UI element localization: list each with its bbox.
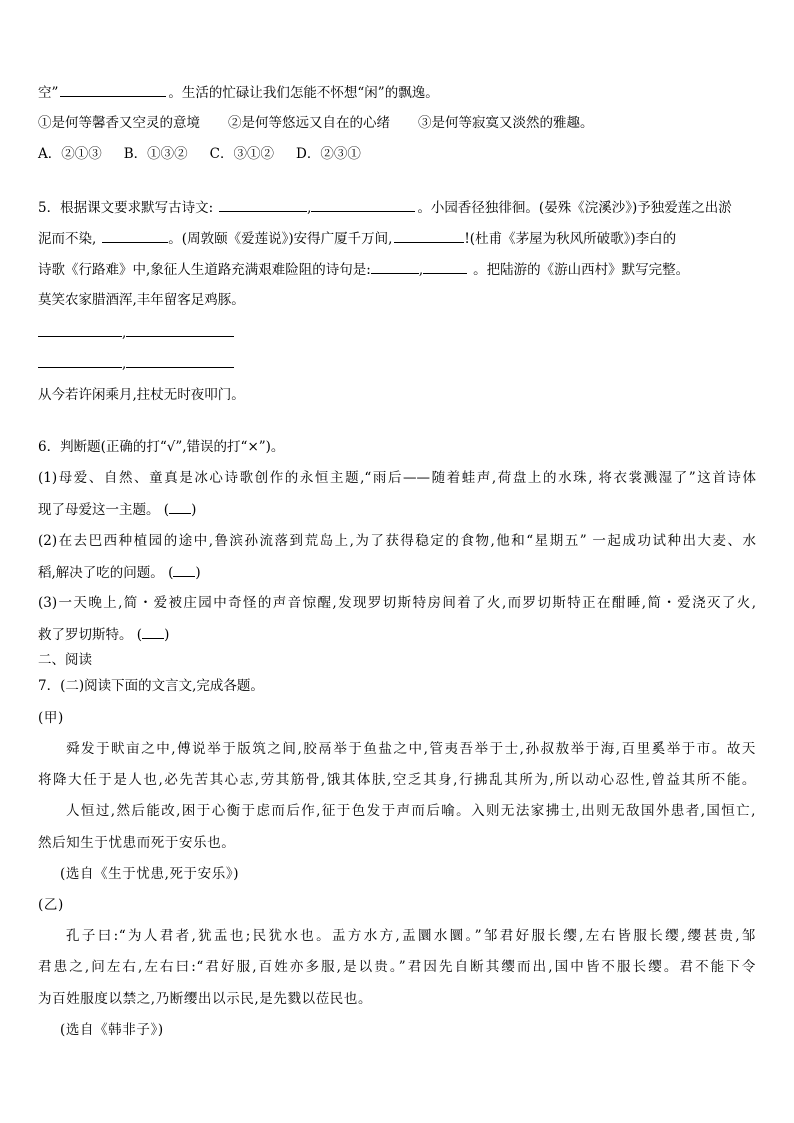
q4-option-2: ②是何等悠远又自在的心绪 xyxy=(228,115,390,131)
q7-yi-source: (选自《韩非子》) xyxy=(60,1022,164,1038)
q6-s1-answer-blank[interactable] xyxy=(169,499,191,514)
q4-option-1: ①是何等馨香又空灵的意境 xyxy=(38,115,200,131)
q5-blank-8 xyxy=(126,322,234,337)
q5-blank-10 xyxy=(126,353,234,368)
q5-fill-line2 xyxy=(38,353,234,374)
q5-fill-line1 xyxy=(38,322,234,343)
q7-yi-p1-line3: 为百姓服度以禁之,乃断缨出以示民,是先戮以莅民也。 xyxy=(38,991,373,1007)
q7-yi-p1-line2: 君患之,问左右,左右曰:“君好服,百姓亦多服,是以贵。”君因先自断其缨而出,国中皆不服长缨。君不能下令 xyxy=(38,959,756,975)
q6-s3-close: ) xyxy=(164,627,170,643)
q5-blank-6 xyxy=(423,259,467,274)
q6-s1-text: 现了母爱这一主题。 ( xyxy=(38,502,170,518)
q6-s3-line2 xyxy=(38,624,169,645)
q4-blank xyxy=(60,82,166,97)
q7-jia-p1-line2: 将降大任于是人也,必先苦其心志,劳其筋骨,饿其体肤,空乏其身,行拂乱其所为,所以动心忍性,曾益其所不能。 xyxy=(38,772,756,788)
q6-s3-answer-blank[interactable] xyxy=(142,624,164,639)
q6-s2-answer-blank[interactable] xyxy=(173,562,195,577)
q5-comma-2: , xyxy=(418,262,424,278)
q6-s2-close: ) xyxy=(195,565,201,581)
q6-s1-close: ) xyxy=(191,502,197,518)
q4-line1-end: 。生活的忙碌让我们怎能不怀想“闲”的飘逸。 xyxy=(168,85,439,101)
q4-choice-c[interactable]: C．③①② xyxy=(209,146,275,162)
q4-line1 xyxy=(38,82,439,103)
q5-line3-end: 。把陆游的《游山西村》默写完整。 xyxy=(473,262,690,278)
q4-choice-a[interactable]: A．②①③ xyxy=(38,146,102,162)
section-reading-title: 二、阅读 xyxy=(38,652,92,668)
q7-jia-p2-line2: 然后知生于忧患而死于安乐也。 xyxy=(38,835,236,851)
q4-options xyxy=(38,113,594,133)
q7-title: 7．(二)阅读下面的文言文,完成各题。 xyxy=(38,678,264,694)
q6-s1-line2 xyxy=(38,499,196,520)
q5-line2-end: !(杜甫《茅屋为秋风所破歌》)李白的 xyxy=(464,231,677,247)
q5-line2-mid: 。(周敦颐《爱莲说》)安得广厦千万间, xyxy=(168,231,393,247)
q5-poem-line4: 从今若许闲乘月,拄杖无时夜叩门。 xyxy=(38,387,245,403)
q5-blank-4 xyxy=(394,228,464,243)
q4-choice-b[interactable]: B．①③② xyxy=(123,146,188,162)
q5-comma-4: , xyxy=(122,356,127,372)
q5-blank-9 xyxy=(38,353,122,368)
q6-s1-line1: (1)母爱、自然、童真是冰心诗歌创作的永恒主题,“雨后——随着蛙声,荷盘上的水珠, 将衣裳溅湿了”这首诗体 xyxy=(38,470,756,486)
q4-choice-d[interactable]: D．②③① xyxy=(296,146,361,162)
q7-jia-p2-line1: 人恒过,然后能改,困于心衡于虑而后作,征于色发于声而后喻。入则无法家拂士,出则无敌国外患者,国恒亡, xyxy=(66,803,756,819)
q7-jia-p1-line1: 舜发于畎亩之中,傅说举于版筑之间,胶鬲举于鱼盐之中,管夷吾举于士,孙叔敖举于海,百里奚举于市。故天 xyxy=(66,741,756,757)
q5-line2-start: 泥而不染, xyxy=(38,231,97,247)
q4-line1-start: 空” xyxy=(38,85,59,101)
q5-comma-3: , xyxy=(122,325,127,341)
q4-option-3: ③是何等寂寞又淡然的雅趣。 xyxy=(418,115,594,131)
q7-jia-label: (甲) xyxy=(38,710,64,726)
q5-line1-end: 。小园香径独徘徊。(晏殊《浣溪沙》)予独爱莲之出淤 xyxy=(417,200,732,216)
q5-prompt: 5．根据课文要求默写古诗文: xyxy=(38,200,214,216)
q5-poem-line1: 莫笑农家腊酒浑,丰年留客足鸡豚。 xyxy=(38,292,245,308)
q5-line1 xyxy=(38,197,732,218)
q5-blank-2 xyxy=(311,197,415,212)
q5-blank-3 xyxy=(102,228,168,243)
q6-s3-text: 救了罗切斯特。 ( xyxy=(38,627,143,643)
q5-blank-1 xyxy=(219,197,307,212)
q5-blank-5 xyxy=(371,259,419,274)
q6-s3-line1: (3)一天晚上,简・爱被庄园中奇怪的声音惊醒,发现罗切斯特房间着了火,而罗切斯特正在酣睡,简・爱浇灭了火, xyxy=(38,595,756,611)
q6-s2-line1: (2)在去巴西种植园的途中,鲁滨孙流落到荒岛上,为了获得稳定的食物,他和“星期五” 一起成功试种出大麦、水 xyxy=(38,533,756,549)
q6-title: 6．判断题(正确的打“√”,错误的打“×”)。 xyxy=(38,439,285,455)
q6-s2-line2 xyxy=(38,562,201,583)
q7-yi-label: (乙) xyxy=(38,897,64,913)
q5-line3 xyxy=(38,259,689,280)
q5-blank-7 xyxy=(38,322,122,337)
q6-s2-text: 稻,解决了吃的问题。 ( xyxy=(38,565,174,581)
q5-line2 xyxy=(38,228,676,249)
q5-comma-1: , xyxy=(307,200,312,216)
q7-yi-p1-line1: 孔子曰:“为人君者,犹盂也;民犹水也。盂方水方,盂圜水圜。”邹君好服长缨,左右皆服长缨,缨甚贵,邹 xyxy=(66,928,756,944)
q4-choices xyxy=(38,144,361,164)
q5-line3-start: 诗歌《行路难》中,象征人生道路充满艰难险阻的诗句是: xyxy=(38,262,371,278)
q7-jia-source: (选自《生于忧患,死于安乐》) xyxy=(60,866,240,882)
